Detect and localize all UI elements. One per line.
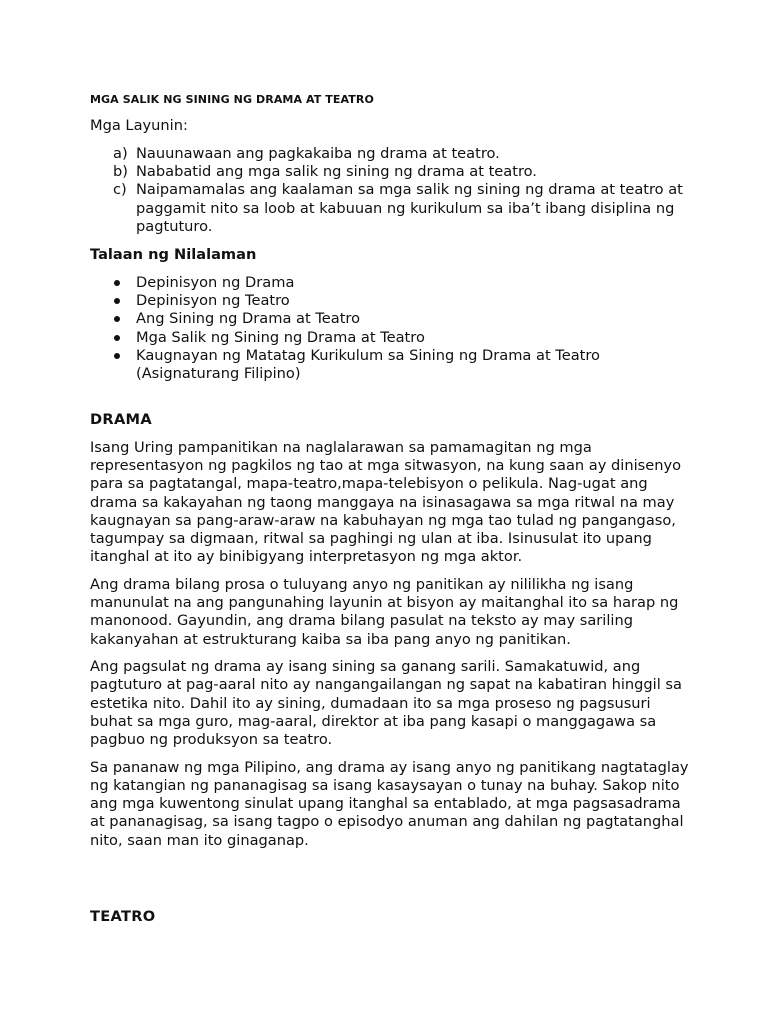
toc-item-text: Ang Sining ng Drama at Teatro [136,310,361,328]
toc-item-text: Kaugnayan ng Matatag Kurikulum sa Sining ng Drama at Teatro (Asignaturang Filipino) [136,346,600,383]
objective-marker: a) [113,145,128,162]
bullet-icon [114,280,120,286]
teatro-heading: TEATRO [90,908,156,925]
body-paragraph: Isang Uring pampanitikan na naglalarawan sa pamamagitan ng mga representasyon ng pagkilos ng tao at mga sitwasyon, na kung saan ay dinisenyo para sa pagtatangal, mapa-teatro,mapa-telebisyon o pelikula. Nag-ugat ang drama sa kakayahan ng taong manggaya na isinasagawa sa mga ritwal na may kaugnayan sa pang-araw-araw na kabuhayan ng mga tao tulad ng pangangaso, tagumpay sa digmaan, ritwal sa paghingi ng ulan at iba. Isinusulat ito upang itanghal at ito ay binibigyang interpretasyon ng mga aktor. [90,439,682,566]
objective-text: Nauunawaan ang pagkakaiba ng drama at teatro. [136,145,500,162]
drama-body [90,439,690,859]
toc-list [90,274,690,383]
objective-marker: c) [113,181,127,199]
objective-text: Naipamamalas ang kaalaman sa mga salik ng sining ng drama at teatro at paggamit nito sa loob at kabuuan ng kurikulum sa iba’t ibang disiplina ng pagtuturo. [136,181,683,235]
objectives-label: Mga Layunin: [90,117,188,134]
bullet-icon [114,353,120,359]
objective-marker: b) [113,163,128,181]
objective-item [90,163,690,181]
objective-item [90,145,690,163]
objectives-list [90,145,690,236]
body-paragraph: Ang drama bilang prosa o tuluyang anyo ng panitikan ay nililikha ng isang manunulat na ang pangunahing layunin at bisyon ay maitanghal ito sa harap ng manonood. Gayundin, ang drama bilang pasulat na teksto ay may sariling kakanyahan at estrukturang kaiba sa iba pang anyo ng panitikan. [90,575,679,648]
toc-heading: Talaan ng Nilalaman [90,246,257,263]
toc-item-text: Mga Salik ng Sining ng Drama at Teatro [136,328,425,346]
drama-heading: DRAMA [90,411,152,428]
objective-item [90,181,690,236]
objective-text: Nababatid ang mga salik ng sining ng drama at teatro. [136,163,537,181]
toc-item [90,329,690,347]
toc-item [90,347,690,383]
toc-item [90,274,690,292]
bullet-icon [114,335,120,341]
toc-item-text: Depinisyon ng Teatro [136,292,290,310]
body-paragraph: Sa pananaw ng mga Pilipino, ang drama ay isang anyo ng panitikang nagtataglay ng katangian ng pananagisag sa isang kasaysayan o tunay na buhay. Sakop nito ang mga kuwentong sinulat upang itanghal sa entablado, at mga pagsasadrama at pananagisag, sa isang tagpo o episodyo anuman ang dahilan ng pagtatanghal nito, saan man ito ginaganap. [90,758,689,849]
body-paragraph: Ang pagsulat ng drama ay isang sining sa ganang sarili. Samakatuwid, ang pagtuturo at pag-aaral nito ay nangangailangan ng sapat na kabatiran hinggil sa estetika nito. Dahil ito ay sining, dumadaan ito sa mga proseso ng pagsusuri buhat sa mga guro, mag-aaral, direktor at iba pang kasapi o manggagawa sa pagbuo ng produksyon sa teatro. [90,658,682,749]
toc-item [90,292,690,310]
document-title: MGA SALIK NG SINING NG DRAMA AT TEATRO [90,93,374,106]
toc-item [90,310,690,328]
toc-item-text: Depinisyon ng Drama [136,274,295,291]
bullet-icon [114,316,120,322]
bullet-icon [114,298,120,304]
